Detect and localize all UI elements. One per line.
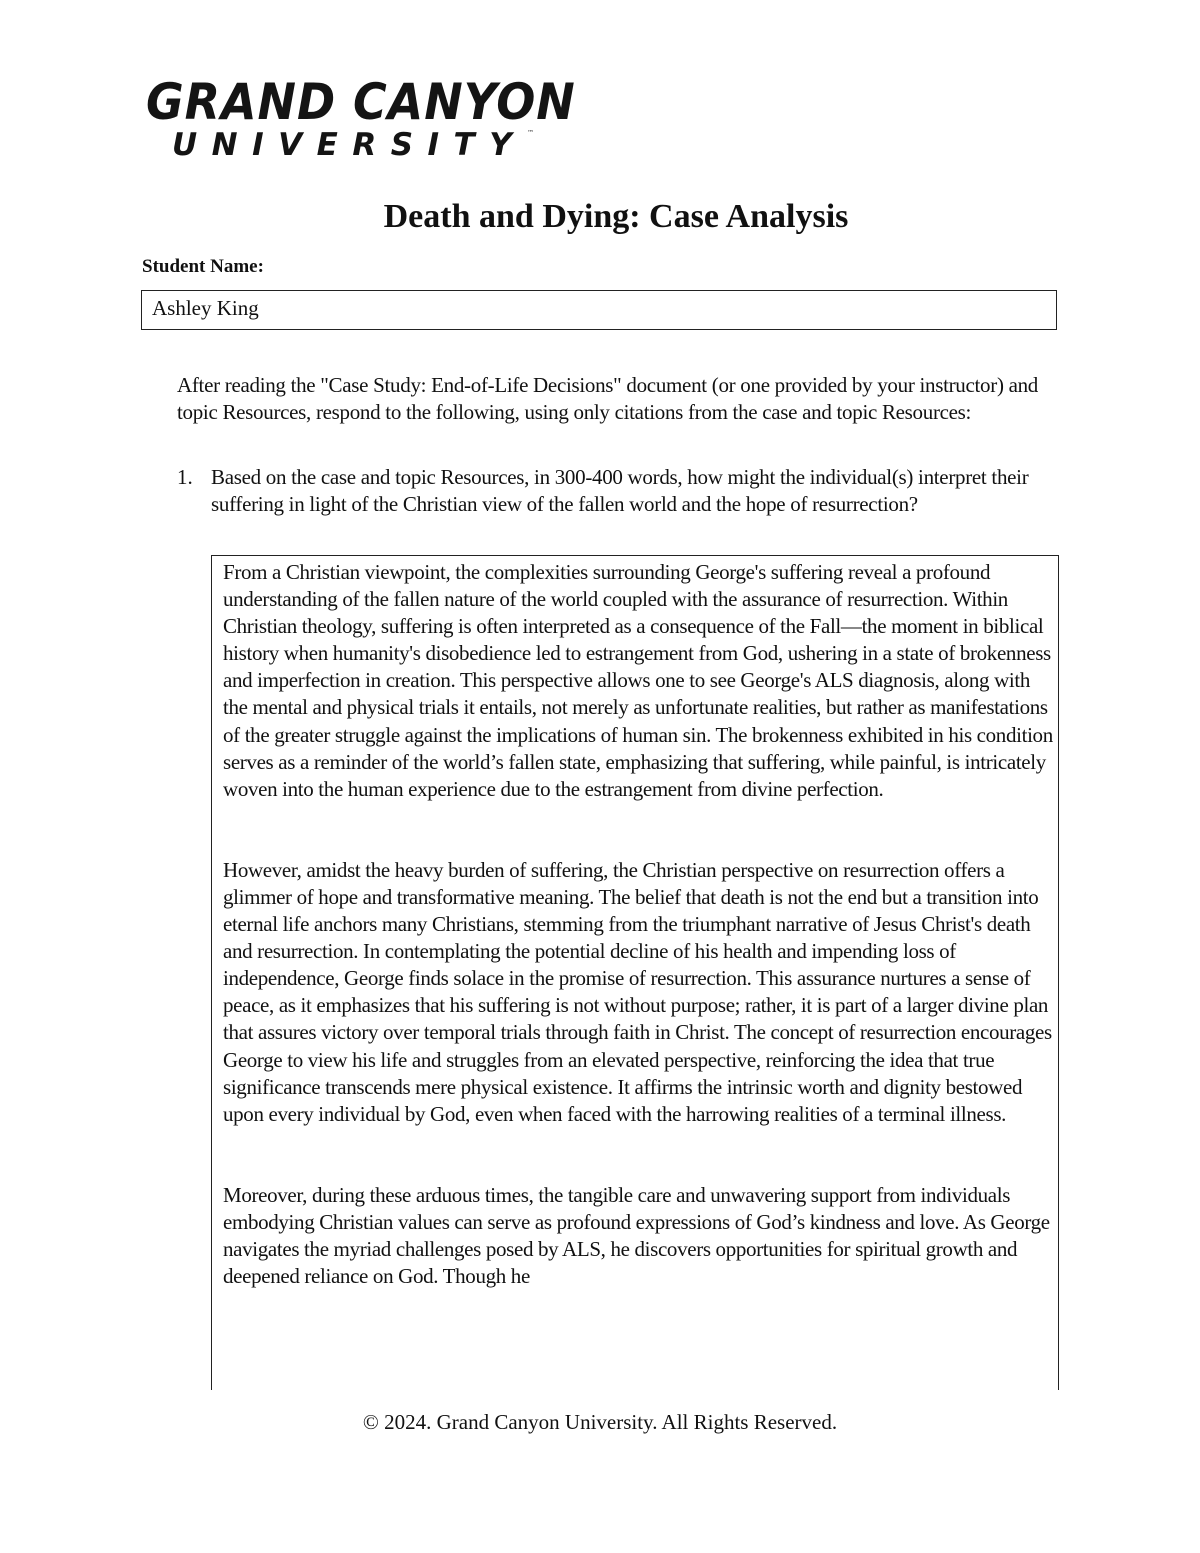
trademark-symbol: ™ — [527, 129, 534, 137]
logo-wordmark-top: GRAND CANYON — [146, 73, 576, 131]
student-name-value: Ashley King — [152, 296, 259, 320]
question-number: 1. — [177, 465, 193, 489]
answer-paragraph-2: However, amidst the heavy burden of suffering, the Christian perspective on resurrection offers a glimmer of hope and transformative meaning. The belief that death is not the end but a transition into eternal life anchors many Christians, stemming from the triumphant narrative of Jesus Christ's death and resurrection. In contemplating the potential decline of his health and impending loss of independence, George finds solace in the promise of resurrection. This assurance nurtures a sense of peace, as it emphasizes that his suffering is not without purpose; rather, it is part of a larger divine plan that assures victory over temporal trials through faith in Christ. The concept of resurrection encourages George to view his life and struggles from an elevated perspective, reinforcing the idea that true significance transcends mere physical existence. It affirms the intrinsic worth and dignity bestowed upon every individual by God, even when faced with the harrowing realities of a terminal illness. — [223, 857, 1052, 1126]
answer-paragraph-3: Moreover, during these arduous times, the tangible care and unwavering support from individuals embodying Christian values can serve as profound expressions of God’s kindness and love. As George navigates the myriad challenges posed by ALS, he discovers opportunities for spiritual growth and deepened reliance on God. Though he — [223, 1182, 1050, 1289]
answer-box[interactable] — [211, 555, 1059, 1390]
student-name-field[interactable] — [141, 290, 1057, 330]
instructions-text: After reading the "Case Study: End-of-Life Decisions" document (or one provided by your instructor) and topic Resources, respond to the following, using only citations from the case and topic Resources: — [177, 373, 1039, 424]
question-text: Based on the case and topic Resources, in 300-400 words, how might the individual(s) interpret their suffering in light of the Christian view of the fallen world and the hope of resurrection? — [211, 465, 1029, 516]
university-logo — [146, 73, 576, 164]
answer-paragraph-1: From a Christian viewpoint, the complexities surrounding George's suffering reveal a profound understanding of the fallen nature of the world coupled with the assurance of resurrection. Within Christian theology, suffering is often interpreted as a consequence of the Fall—the moment in biblical history when humanity's disobedience led to estrangement from God, ushering in a state of brokenness and imperfection in creation. This perspective allows one to see George's ALS diagnosis, along with the mental and physical trials it entails, not merely as unfortunate realities, but rather as manifestations of the greater struggle against the implications of human sin. The brokenness exhibited in his condition serves as a reminder of the world’s fallen state, emphasizing that suffering, while painful, is intricately woven into the human experience due to the estrangement from divine perfection. — [223, 560, 1053, 801]
student-name-label: Student Name: — [142, 256, 264, 277]
copyright-footer: © 2024. Grand Canyon University. All Rights Reserved. — [362, 1410, 838, 1434]
page-title: Death and Dying: Case Analysis — [383, 198, 849, 235]
logo-wordmark-bottom: UNIVERSITY — [172, 127, 527, 163]
